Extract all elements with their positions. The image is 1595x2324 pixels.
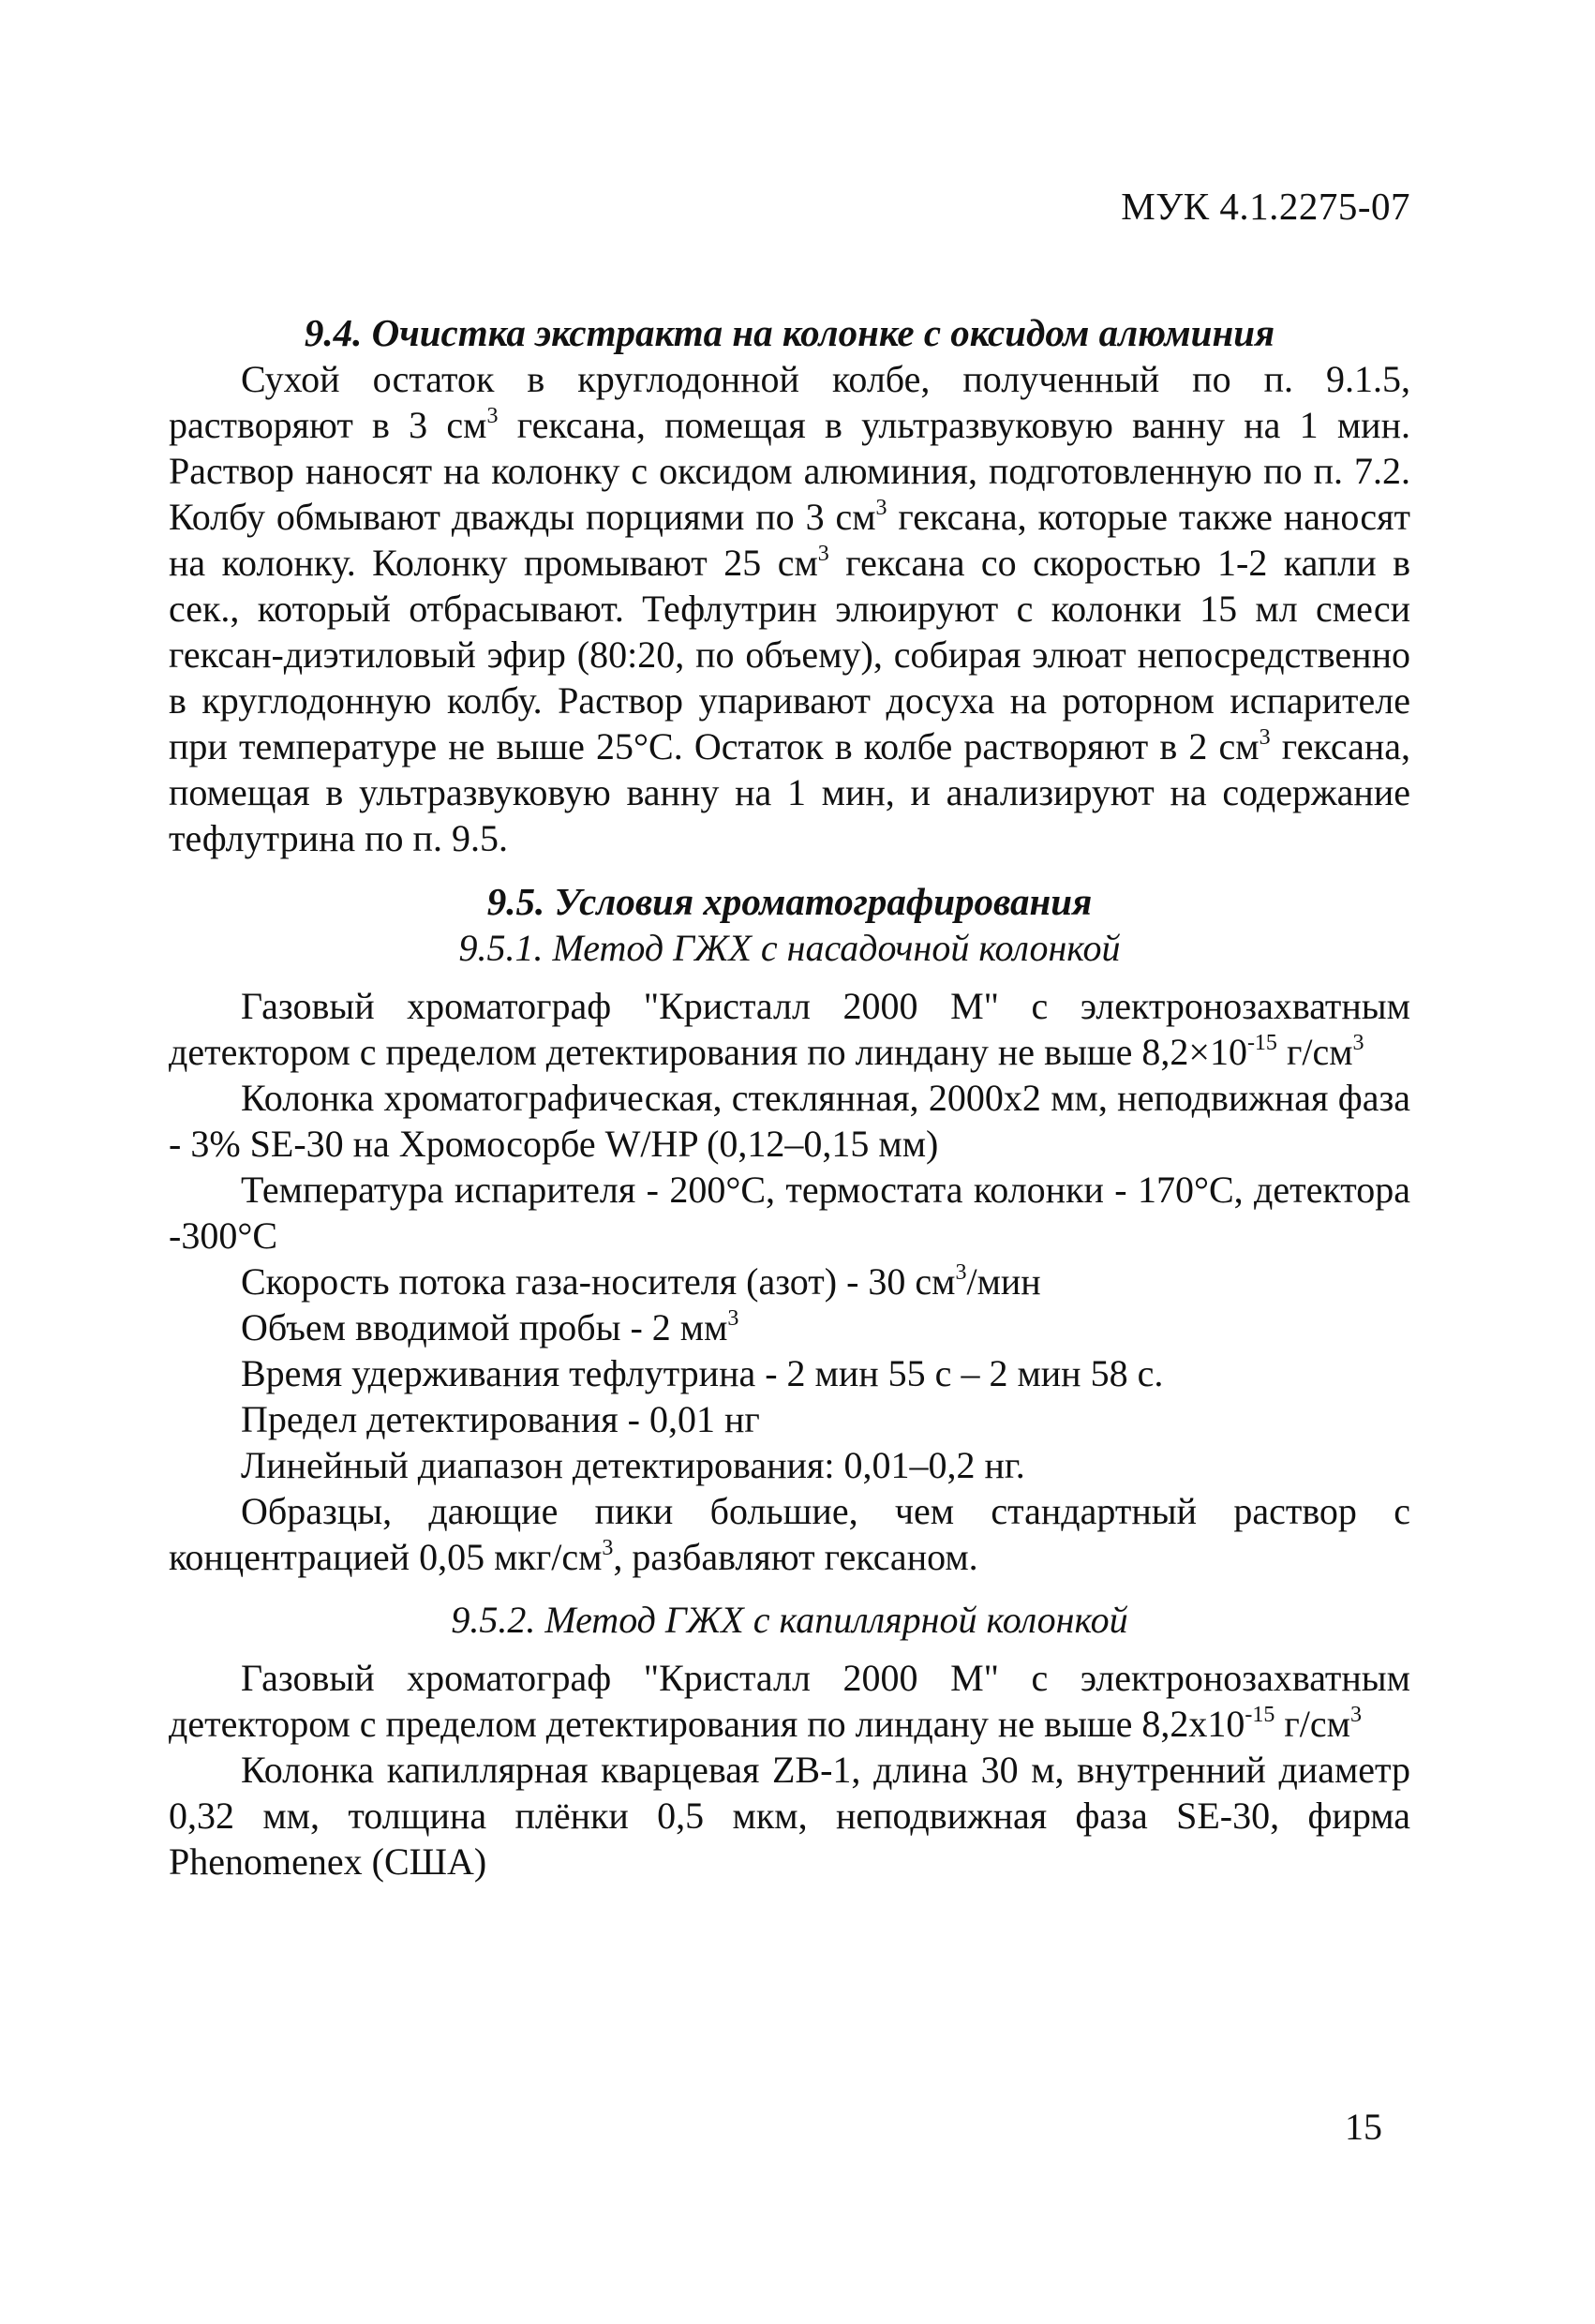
- paragraph-capillary-column: Колонка капиллярная кварцевая ZB-1, длина 30 м, внутренний диаметр 0,32 мм, толщина плёнки 0,5 мкм, неподвижная фаза SE-30, фирма Phenomenex (США): [169, 1749, 1410, 1883]
- text-run: гексана, которые также наносят на колонку. Колонку промывают 25 см: [169, 496, 1410, 584]
- paragraph-gas-flow: [169, 1259, 1410, 1304]
- text-run: /мин: [966, 1260, 1041, 1303]
- paragraph-chromatograph-packed: [169, 983, 1410, 1075]
- text-run: гексана, помещая в ультразвуковую ванну на 1 мин. Раствор наносят на колонку с оксидом алюминия, подготовленную по п. 7.2. Колбу обмывают дважды порциями по 3 см: [169, 404, 1410, 538]
- paragraph-chromatograph-capillary: [169, 1655, 1410, 1747]
- paragraph-injection-volume: [169, 1304, 1410, 1350]
- text-run: Объем вводимой пробы - 2 мм: [241, 1306, 728, 1348]
- superscript: -15: [1246, 1031, 1277, 1055]
- superscript: -15: [1245, 1703, 1275, 1727]
- text-run: Газовый хроматограф "Кристалл 2000 М" с электронозахватным детектором с пределом детектирования по линдану не выше 8,2×10: [169, 985, 1410, 1073]
- superscript: 3: [1349, 1703, 1362, 1727]
- paragraph-linear-range: Линейный диапазон детектирования: 0,01–0,2 нг.: [241, 1444, 1025, 1486]
- text-run: Газовый хроматограф "Кристалл 2000 М" с электронозахватным детектором с пределом детектирования по линдану не выше 8,2х10: [169, 1657, 1410, 1745]
- superscript: 3: [727, 1306, 739, 1331]
- superscript: 3: [486, 404, 499, 428]
- text-run: гексана, помещая в ультразвуковую ванну на 1 мин, и анализируют на содержание тефлутрина по п. 9.5.: [169, 725, 1410, 859]
- paragraph-alumina-cleanup: [169, 356, 1410, 861]
- document-page: [169, 0, 1410, 2324]
- text-run: гексана со скоростью 1-2 капли в сек., который отбрасывают. Тефлутрин элюируют с колонки 15 мл смеси гексан-диэтиловый эфир (80:20, по объему), собирая элюат непосредственно в круглодонную колбу. Раствор упаривают досуха на роторном испарителе при температуре не выше 25°С. Остаток в колбе растворяют в 2 см: [169, 542, 1410, 767]
- paragraph-temperature: Температура испарителя - 200°С, термостата колонки - 170°С, детектора -300°С: [169, 1169, 1410, 1257]
- text-run: Скорость потока газа-носителя (азот) - 30 см: [241, 1260, 956, 1303]
- text-run: , разбавляют гексаном.: [613, 1536, 978, 1578]
- paragraph-packed-column: Колонка хроматографическая, стеклянная, 2000х2 мм, неподвижная фаза - 3% SE-30 на Хромосорбе W/HP (0,12–0,15 мм): [169, 1077, 1410, 1165]
- page-content: [169, 309, 1410, 1885]
- section-heading-9-5: 9.5. Условия хроматографирования: [486, 880, 1093, 923]
- paragraph-retention-time: Время удерживания тефлутрина - 2 мин 55 с – 2 мин 58 с.: [241, 1352, 1164, 1394]
- subsection-heading-9-5-1: 9.5.1. Метод ГЖХ с насадочной колонкой: [458, 927, 1121, 969]
- superscript: 3: [602, 1536, 614, 1560]
- superscript: 3: [817, 542, 829, 566]
- paragraph-detection-limit: Предел детектирования - 0,01 нг: [241, 1398, 760, 1440]
- text-run: Образцы, дающие пики большие, чем стандартный раствор с концентрацией 0,05 мкг/см: [169, 1490, 1410, 1578]
- text-run: г/см: [1276, 1031, 1353, 1073]
- document-code: МУК 4.1.2275-07: [1121, 185, 1410, 228]
- text-run: Сухой остаток в круглодонной колбе, полученный по п. 9.1.5, растворяют в 3 см: [169, 358, 1410, 446]
- superscript: 3: [955, 1260, 967, 1285]
- section-heading-9-4: 9.4. Очистка экстракта на колонке с оксидом алюминия: [304, 311, 1275, 354]
- superscript: 3: [1259, 725, 1271, 750]
- page-number: 15: [1345, 2106, 1382, 2148]
- text-run: г/см: [1275, 1703, 1350, 1745]
- subsection-heading-9-5-2: 9.5.2. Метод ГЖХ с капиллярной колонкой: [451, 1599, 1128, 1641]
- paragraph-sample-dilution: [169, 1488, 1410, 1580]
- superscript: 3: [875, 496, 887, 520]
- superscript: 3: [1352, 1031, 1364, 1055]
